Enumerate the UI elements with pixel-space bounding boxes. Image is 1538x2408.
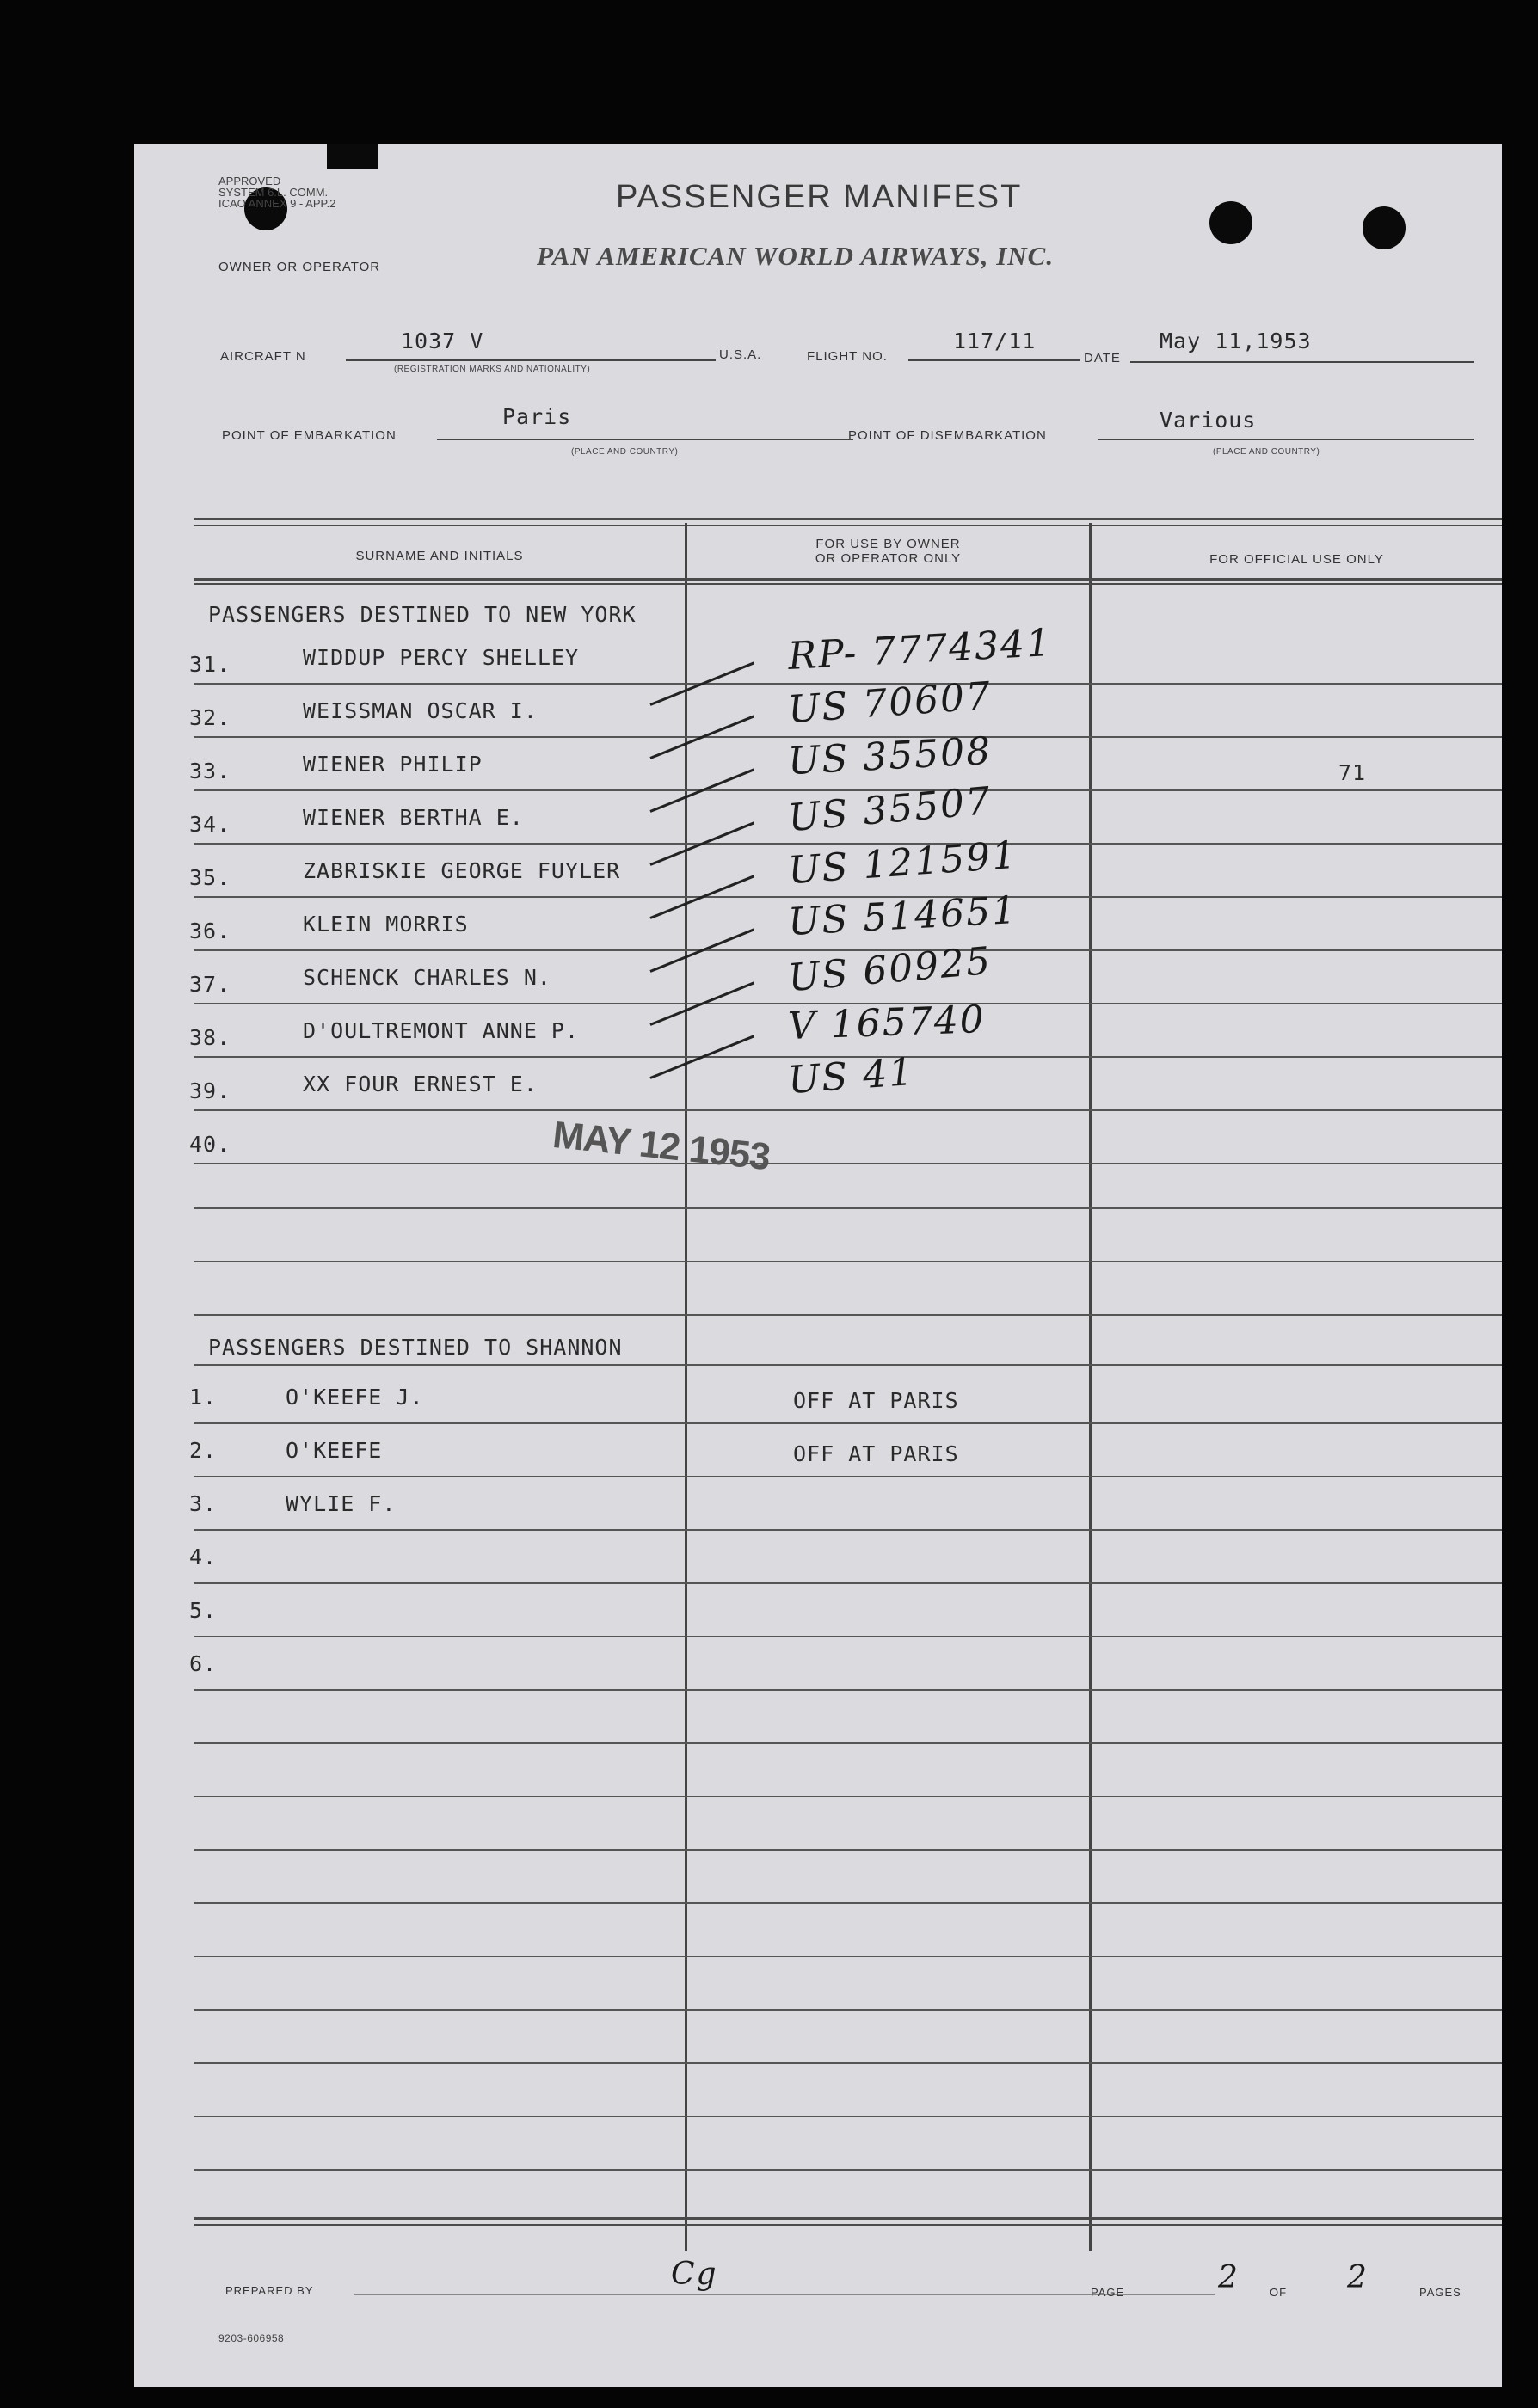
passenger-name: O'KEEFE J. [286, 1385, 424, 1410]
blank-row-rule [194, 1314, 1502, 1316]
column-header-owner-line1: FOR USE BY OWNER [815, 537, 961, 551]
column-header-owner-line2: OR OPERATOR ONLY [815, 551, 962, 566]
blank-row-rule [194, 1207, 1502, 1209]
prepared-by-signature: Cg [671, 2257, 718, 2292]
passport-number: US 41 [786, 1049, 916, 1103]
table-bottom-rule [194, 2217, 1502, 2220]
owner-operator-label: OWNER OR OPERATOR [218, 260, 381, 274]
passenger-name: WIENER PHILIP [303, 752, 483, 777]
passenger-name: XX FOUR ERNEST E. [303, 1072, 538, 1096]
approval-line: ICAO ANNEX 9 - APP.2 [218, 197, 336, 210]
blank-row-rule [194, 2009, 1502, 2011]
blank-row-rule [194, 2169, 1502, 2171]
date-label: DATE [1084, 351, 1121, 366]
disembarkation-label: POINT OF DISEMBARKATION [848, 428, 1047, 443]
blank-row-rule [194, 2062, 1502, 2064]
punch-hole-right-2 [1363, 206, 1406, 249]
manifest-sheet [134, 144, 1502, 2387]
column-header-owner [687, 537, 1089, 566]
row-rule [194, 1476, 1502, 1477]
table-bottom-rule-2 [194, 2224, 1502, 2226]
row-number: 6. [189, 1651, 218, 1676]
row-rule [194, 1636, 1502, 1637]
section-heading-new-york: PASSENGERS DESTINED TO NEW YORK [208, 602, 637, 627]
disembark-note: OFF AT PARIS [793, 1441, 959, 1466]
table-top-rule-2 [194, 525, 1502, 526]
of-label: OF [1270, 2286, 1288, 2299]
passport-number: US 35507 [786, 778, 994, 841]
passport-number: US 70607 [786, 673, 994, 733]
passenger-name: ZABRISKIE GEORGE FUYLER [303, 858, 621, 883]
date-value: May 11,1953 [1160, 329, 1312, 353]
passenger-name: WIENER BERTHA E. [303, 805, 524, 830]
section-heading-shannon: PASSENGERS DESTINED TO SHANNON [208, 1335, 623, 1360]
flight-value: 117/11 [953, 329, 1037, 353]
prepared-by-label: PREPARED BY [225, 2284, 314, 2297]
row-rule [194, 1689, 1502, 1691]
passenger-name: WYLIE F. [286, 1491, 397, 1516]
column-divider-2 [1089, 523, 1092, 2251]
row-number: 35. [189, 865, 231, 890]
row-number: 33. [189, 759, 231, 783]
embarkation-label: POINT OF EMBARKATION [222, 428, 397, 443]
disembarkation-caption: (PLACE AND COUNTRY) [1213, 447, 1320, 457]
passenger-name: SCHENCK CHARLES N. [303, 965, 551, 990]
approval-line: SYSTEM 6.L. COMM. [218, 186, 329, 199]
page-label: PAGE [1091, 2286, 1125, 2299]
blank-row-rule [194, 1902, 1502, 1904]
passenger-name: WEISSMAN OSCAR I. [303, 698, 538, 723]
total-pages: 2 [1347, 2260, 1369, 2295]
blank-row-rule [194, 1742, 1502, 1744]
corner-tab [327, 144, 378, 169]
row-number: 34. [189, 812, 231, 837]
blank-row-rule [194, 1364, 1502, 1366]
punch-hole-right-1 [1209, 201, 1252, 244]
blank-row-rule [194, 1849, 1502, 1851]
pages-label: PAGES [1419, 2286, 1461, 2299]
flight-underline [908, 359, 1080, 361]
passport-number: US 60925 [786, 938, 994, 1001]
date-underline [1130, 361, 1474, 363]
row-rule [194, 1529, 1502, 1531]
passport-number: US 35508 [786, 728, 994, 784]
row-number: 36. [189, 918, 231, 943]
header-rule [194, 578, 1502, 580]
passport-number: RP- 7774341 [786, 620, 1054, 679]
form-number: 9203-606958 [218, 2332, 285, 2344]
row-number: 5. [189, 1598, 218, 1623]
flight-label: FLIGHT NO. [807, 349, 888, 364]
row-number: 38. [189, 1025, 231, 1050]
blank-row-rule [194, 1956, 1502, 1957]
passport-number: V 165740 [787, 998, 987, 1048]
disembarkation-underline [1098, 439, 1474, 440]
blank-row-rule [194, 1261, 1502, 1262]
row-number: 37. [189, 972, 231, 997]
row-number: 4. [189, 1545, 218, 1570]
passport-number: US 514651 [786, 888, 1019, 944]
passenger-name: WIDDUP PERCY SHELLEY [303, 645, 580, 670]
row-number: 32. [189, 705, 231, 730]
row-number: 40. [189, 1132, 231, 1157]
blank-row-rule [194, 2116, 1502, 2117]
aircraft-underline [346, 359, 716, 361]
aircraft-label: AIRCRAFT N [220, 349, 306, 364]
disembark-note: OFF AT PARIS [793, 1388, 959, 1413]
embarkation-value: Paris [502, 404, 572, 429]
row-rule [194, 1422, 1502, 1424]
table-top-rule [194, 518, 1502, 520]
approval-block [218, 175, 335, 209]
header-rule-2 [194, 583, 1502, 585]
row-number: 2. [189, 1438, 218, 1463]
column-header-official: FOR OFFICIAL USE ONLY [1209, 552, 1384, 567]
row-number: 1. [189, 1385, 218, 1410]
page-number: 2 [1218, 2260, 1240, 2295]
blank-row-rule [194, 1796, 1502, 1797]
row-number: 39. [189, 1078, 231, 1103]
column-header-names: SURNAME AND INITIALS [355, 549, 524, 563]
airline-name: PAN AMERICAN WORLD AIRWAYS, INC. [537, 241, 1055, 271]
embarkation-underline [437, 439, 853, 440]
disembarkation-value: Various [1160, 408, 1257, 433]
aircraft-value: 1037 V [401, 329, 484, 353]
passenger-name: KLEIN MORRIS [303, 912, 469, 937]
column-divider-1 [685, 523, 687, 2251]
registration-caption: (REGISTRATION MARKS AND NATIONALITY) [394, 365, 591, 374]
passenger-name: O'KEEFE [286, 1438, 383, 1463]
embarkation-caption: (PLACE AND COUNTRY) [571, 447, 679, 457]
passenger-name: D'OULTREMONT ANNE P. [303, 1018, 580, 1043]
usa-label: U.S.A. [719, 347, 762, 362]
row-number: 3. [189, 1491, 218, 1516]
received-stamp: MAY 12 1953 [551, 1113, 772, 1179]
passport-number: US 121591 [786, 832, 1019, 894]
footer-underline [354, 2294, 1215, 2295]
approval-line: APPROVED [218, 175, 281, 187]
row-rule [194, 1163, 1502, 1164]
row-number: 31. [189, 652, 231, 677]
page-title: PASSENGER MANIFEST [616, 179, 1023, 215]
official-code: 71 [1338, 760, 1367, 785]
row-rule [194, 1109, 1502, 1111]
row-rule [194, 1582, 1502, 1584]
